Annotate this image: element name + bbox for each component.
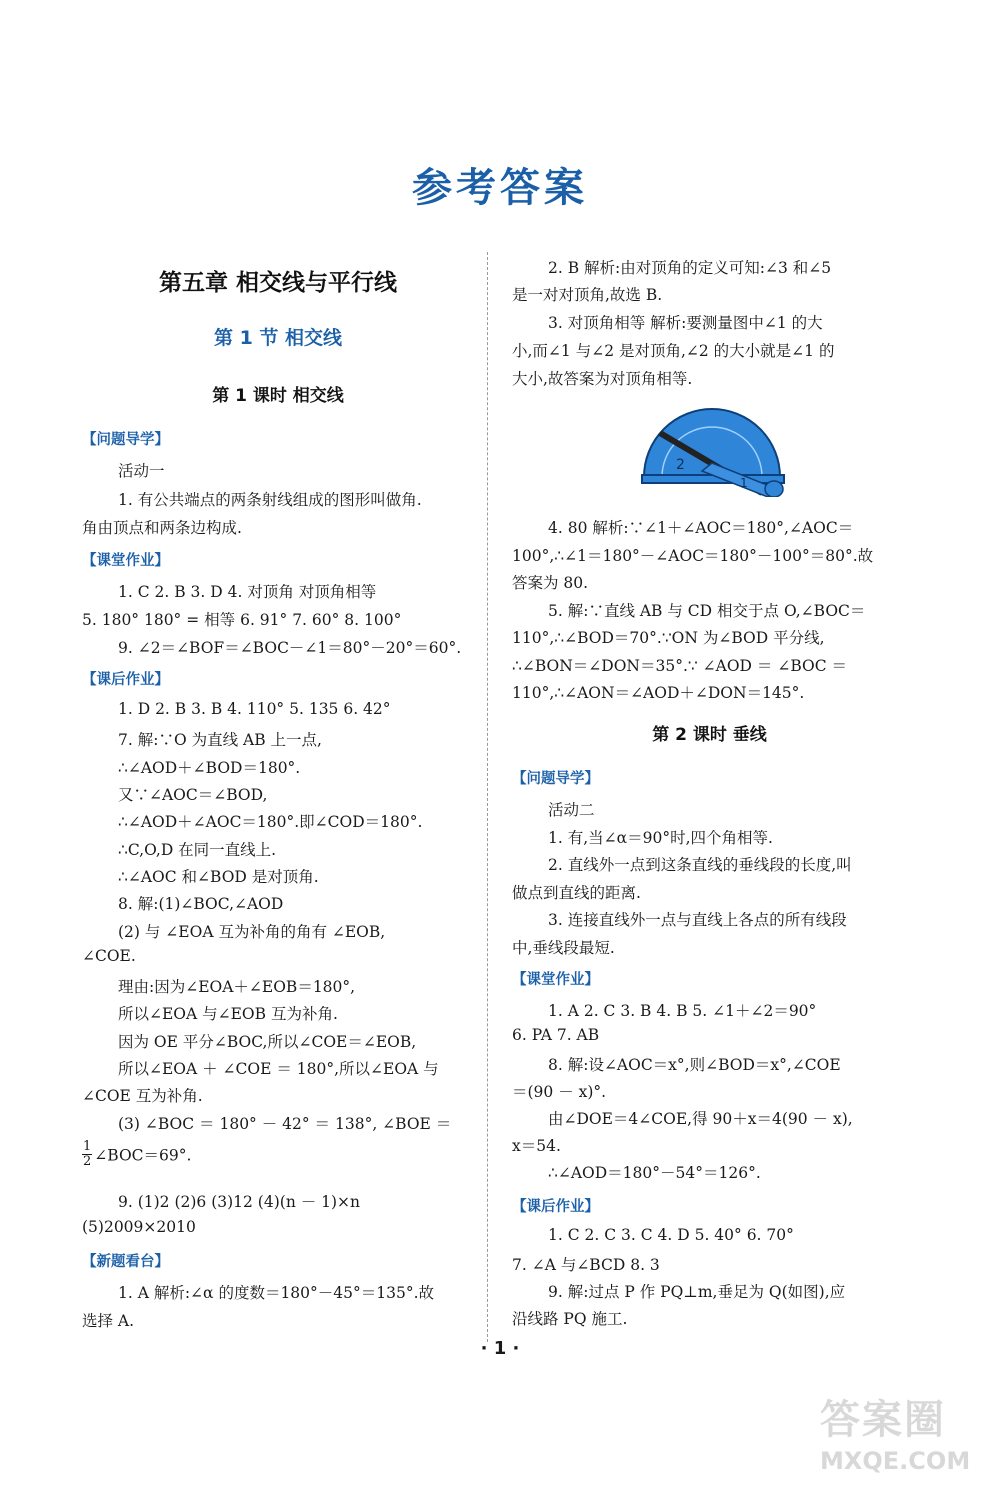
section-heading: 第 1 节 相交线 xyxy=(213,327,343,349)
answer-line: (5)2009×2010 xyxy=(82,1218,196,1236)
answer-line: 活动二 xyxy=(548,801,595,819)
answer-line: x＝54. xyxy=(512,1137,561,1155)
answer-line: 答案为 80. xyxy=(512,574,589,592)
answer-line: 3. 连接直线外一点与直线上各点的所有线段 xyxy=(548,911,847,929)
answer-line: 因为 OE 平分∠BOC,所以∠COE＝∠EOB, xyxy=(118,1033,417,1051)
chapter-heading: 第五章 相交线与平行线 xyxy=(158,270,397,296)
answer-line: 110°,∴∠BOD＝70°.∵ON 为∠BOD 平分线, xyxy=(512,629,825,647)
lesson-heading-1: 第 1 课时 相交线 xyxy=(212,386,344,406)
answer-line: 1. A 解析:∠α 的度数＝180°－45°＝135°.故 xyxy=(118,1284,435,1302)
answer-line: 角由顶点和两条边构成. xyxy=(82,519,242,537)
page-number: · 1 · xyxy=(480,1338,520,1359)
answer-line: 所以∠EOA 与∠EOB 互为补角. xyxy=(118,1005,338,1023)
answer-line: ∴∠AOD＝180°－54°＝126°. xyxy=(548,1164,761,1182)
answer-line: 所以∠EOA ＋ ∠COE ＝ 180°,所以∠EOA 与 xyxy=(118,1060,439,1078)
page-title: 参考答案 xyxy=(412,165,588,211)
answer-line: 小,而∠1 与∠2 是对顶角,∠2 的大小就是∠1 的 xyxy=(512,342,835,360)
answer-line: 7. ∠A 与∠BCD 8. 3 xyxy=(512,1256,660,1274)
answer-line: 7. 解:∵O 为直线 AB 上一点, xyxy=(118,731,322,749)
fraction-numerator: 1 xyxy=(83,1139,92,1154)
answer-line: ∠COE 互为补角. xyxy=(82,1087,203,1105)
tag-wenti: 【问题导学】 xyxy=(82,432,169,448)
answer-line: ∴∠BON＝∠DON＝35°.∵ ∠AOD ＝ ∠BOC ＝ xyxy=(512,657,847,675)
answer-line: 3. 对顶角相等 解析:要测量图中∠1 的大 xyxy=(548,314,823,332)
answer-line: 1. D 2. B 3. B 4. 110° 5. 135 6. 42° xyxy=(118,700,391,718)
angle-label-2: 2 xyxy=(676,457,685,473)
answer-line: 活动一 xyxy=(118,462,165,480)
answer-line: 5. 180° 180° = 相等 6. 91° 7. 60° 8. 100° xyxy=(82,611,402,629)
tag-kehou: 【课后作业】 xyxy=(82,672,169,688)
answer-line: 9. (1)2 (2)6 (3)12 (4)(n － 1)×n xyxy=(118,1193,361,1211)
answer-line: 4. 80 解析:∵∠1＋∠AOC＝180°,∠AOC＝ xyxy=(548,519,854,537)
answer-line: 中,垂线段最短. xyxy=(512,939,615,957)
tag-kehou-2: 【课后作业】 xyxy=(512,1199,599,1215)
fraction-denominator: 2 xyxy=(83,1154,92,1169)
watermark-cn: 答案圈 xyxy=(820,1397,946,1443)
answer-line: (3) ∠BOC ＝ 180° － 42° ＝ 138°, ∠BOE ＝ xyxy=(118,1115,452,1133)
watermark xyxy=(820,1388,990,1488)
answer-line: 1. 有公共端点的两条射线组成的图形叫做角. xyxy=(118,491,422,509)
answer-line: ∴∠AOC 和∠BOD 是对顶角. xyxy=(118,868,319,886)
answer-line: 沿线路 PQ 施工. xyxy=(512,1310,628,1328)
answer-line: 理由:因为∠EOA＋∠EOB＝180°, xyxy=(118,978,356,996)
answer-line: 1. C 2. B 3. D 4. 对顶角 对顶角相等 xyxy=(118,583,377,601)
fraction-line xyxy=(82,1140,191,1169)
answer-line: 由∠DOE＝4∠COE,得 90＋x＝4(90 － x), xyxy=(548,1110,853,1128)
protractor-base xyxy=(642,475,784,483)
answer-line: 选择 A. xyxy=(82,1312,135,1330)
answer-line: 做点到直线的距离. xyxy=(512,884,641,902)
answer-line: 又∵∠AOC＝∠BOD, xyxy=(118,786,268,804)
lesson-heading-2: 第 2 课时 垂线 xyxy=(652,725,767,745)
fraction-half xyxy=(82,1140,92,1169)
answer-line: ＝(90 － x)°. xyxy=(512,1083,607,1101)
answer-line: 9. 解:过点 P 作 PQ⊥m,垂足为 Q(如图),应 xyxy=(548,1283,846,1301)
answer-line: 5. 解:∵直线 AB 与 CD 相交于点 O,∠BOC＝ xyxy=(548,602,866,620)
answer-line: 2. 直线外一点到这条直线的垂线段的长度,叫 xyxy=(548,856,852,874)
angle-label-1: 1 xyxy=(740,476,748,490)
column-divider xyxy=(487,252,488,1342)
answer-line: 110°,∴∠AON＝∠AOD＋∠DON＝145°. xyxy=(512,684,805,702)
answer-text: ∠BOC＝69°. xyxy=(94,1146,192,1165)
answer-line: (2) 与 ∠EOA 互为补角的角有 ∠EOB, xyxy=(118,923,386,941)
tag-ketang-2: 【课堂作业】 xyxy=(512,972,599,988)
watermark-en: MXQE.COM xyxy=(820,1447,971,1475)
answer-line: 大小,故答案为对顶角相等. xyxy=(512,370,693,388)
answer-line: 1. 有,当∠α＝90°时,四个角相等. xyxy=(548,829,773,847)
answer-line: 9. ∠2＝∠BOF＝∠BOC－∠1＝80°－20°＝60°. xyxy=(118,639,462,657)
answer-line: 6. PA 7. AB xyxy=(512,1026,600,1044)
tag-xinti: 【新题看台】 xyxy=(82,1254,169,1270)
protractor-knob xyxy=(765,481,783,497)
answer-line: 1. A 2. C 3. B 4. B 5. ∠1＋∠2＝90° xyxy=(548,1002,817,1020)
answer-line: 1. C 2. C 3. C 4. D 5. 40° 6. 70° xyxy=(548,1226,794,1244)
answer-line: 8. 解:(1)∠BOC,∠AOD xyxy=(118,895,284,913)
answer-line: ∴∠AOD＋∠AOC＝180°.即∠COD＝180°. xyxy=(118,813,423,831)
answer-line: ∴C,O,D 在同一直线上. xyxy=(118,841,277,859)
answer-line: 是一对对顶角,故选 B. xyxy=(512,286,663,304)
answer-line: 100°,∴∠1＝180°－∠AOC＝180°－100°＝80°.故 xyxy=(512,547,874,565)
tag-ketang: 【课堂作业】 xyxy=(82,553,169,569)
tag-wenti-2: 【问题导学】 xyxy=(512,771,599,787)
answer-line: 8. 解:设∠AOC＝x°,则∠BOD＝x°,∠COE xyxy=(548,1056,841,1074)
answer-line: ∴∠AOD＋∠BOD＝180°. xyxy=(118,759,301,777)
answer-line: 2. B 解析:由对顶角的定义可知:∠3 和∠5 xyxy=(548,259,832,277)
answer-line: ∠COE. xyxy=(82,947,136,965)
protractor-figure xyxy=(640,405,790,497)
